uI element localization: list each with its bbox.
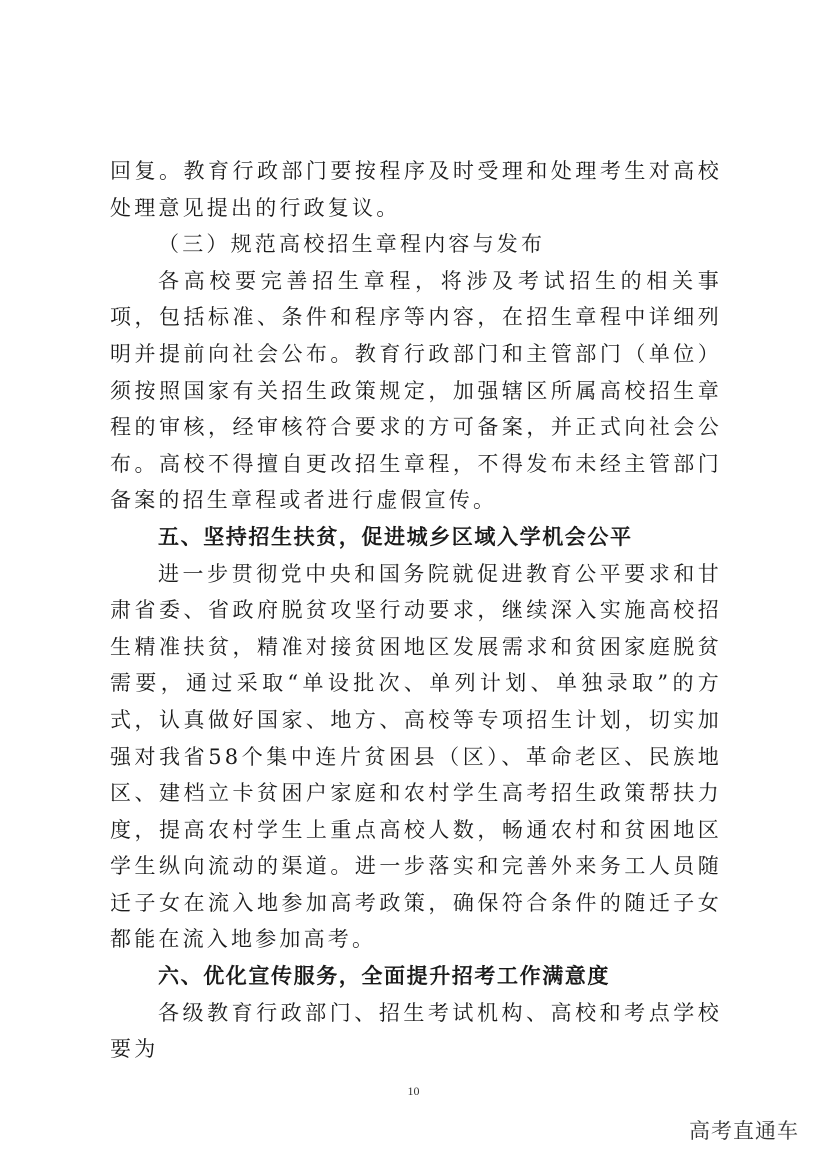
paragraph-reply: 回复。教育行政部门要按程序及时受理和处理考生对高校处理意见提出的行政复议。 bbox=[110, 159, 722, 220]
heading-section-five: 五、坚持招生扶贫，促进城乡区域入学机会公平 bbox=[158, 524, 633, 549]
document-body bbox=[110, 153, 722, 1068]
paragraph-admission-charter: 各高校要完善招生章程，将涉及考试招生的相关事项，包括标准、条件和程序等内容，在招生章程中详细列明并提前向社会公布。教育行政部门和主管部门（单位）须按照国家有关招生政策规定，加强辖区所属高校招生章程的审核，经审核符合要求的方可备案，并正式向社会公布。高校不得擅自更改招生章程，不得发布未经主管部门备案的招生章程或者进行虚假宣传。 bbox=[110, 268, 722, 513]
paragraph-publicity-service: 各级教育行政部门、招生考试机构、高校和考点学校要为 bbox=[110, 1000, 722, 1062]
subheading-admission-charter: （三）规范高校招生章程内容与发布 bbox=[158, 232, 546, 257]
watermark-text: 高考直通车 bbox=[689, 1119, 799, 1143]
heading-section-six: 六、优化宣传服务，全面提升招考工作满意度 bbox=[158, 964, 610, 989]
paragraph-poverty-alleviation: 进一步贯彻党中央和国务院就促进教育公平要求和甘肃省委、省政府脱贫攻坚行动要求，继续深入实施高校招生精准扶贫，精准对接贫困地区发展需求和贫困家庭脱贫需要，通过采取“单设批次、单列计划、单独录取”的方式，认真做好国家、地方、高校等专项招生计划，切实加强对我省58个集中连片贫困县（区）、革命老区、民族地区、建档立卡贫困户家庭和农村学生高考招生政策帮扶力度，提高农村学生上重点高校人数，畅通农村和贫困地区学生纵向流动的渠道。进一步落实和完善外来务工人员随迁子女在流入地参加高考政策，确保符合条件的随迁子女都能在流入地参加高考。 bbox=[110, 561, 722, 952]
page-number: 10 bbox=[407, 1084, 420, 1098]
